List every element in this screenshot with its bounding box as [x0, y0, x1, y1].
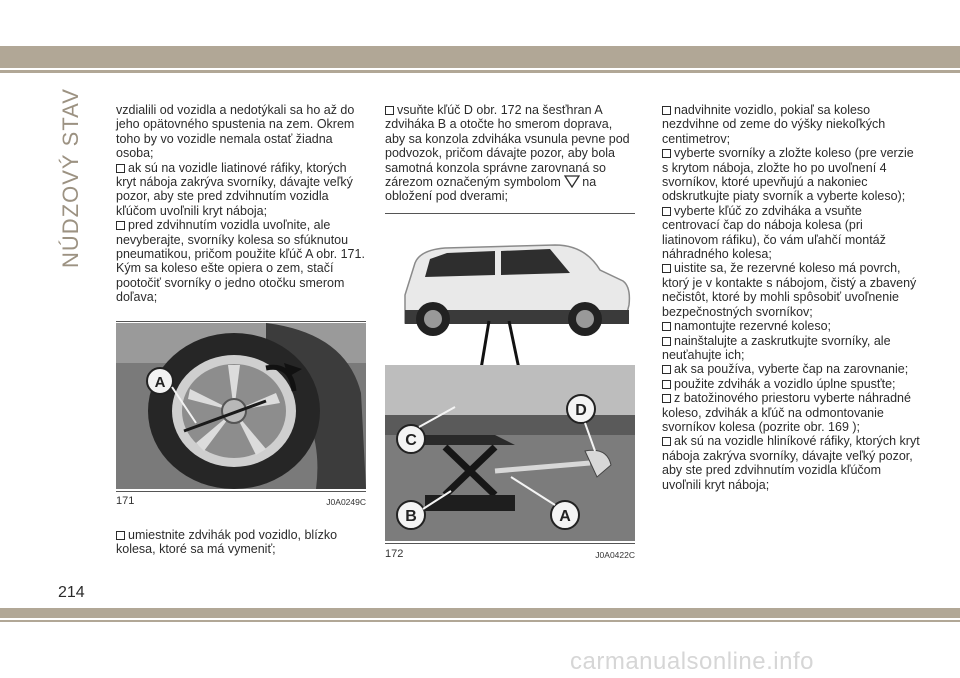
checkbox-icon — [662, 322, 671, 331]
callout-a: A — [154, 374, 166, 391]
checkbox-icon — [662, 394, 671, 403]
checkbox-icon — [662, 264, 671, 273]
list-item: ak sa používa, vyberte čap na zarovnanie; — [662, 362, 920, 376]
list-item: namontujte rezervné koleso; — [662, 319, 920, 333]
figure-172 — [385, 213, 635, 563]
checkbox-icon — [662, 149, 671, 158]
figure-code: J0A0249C — [326, 497, 366, 507]
column-1 — [116, 103, 366, 305]
footer-bar — [0, 608, 960, 618]
list-item: uistite sa, že rezervné koleso má povrch, ktorý je v kontakte s nábojom, čistý a zbavený nečistôt, ktoré by mohli spôsobiť uvoľnenie bezpečnostných svorníkov; — [662, 261, 917, 319]
list-item: vyberte kľúč zo zdviháka a vsuňte centrovací čap do náboja kolesa (pri liatinovom ráfiku), čo vám uľahčí montáž náhradného kolesa; — [662, 203, 886, 262]
section-label: NÚDZOVÝ STAV — [58, 88, 83, 268]
callout-b: B — [405, 508, 417, 525]
list-item: vsuňte kľúč D obr. 172 na šesťhran A zdviháka B a otočte ho smerom doprava, aby sa konzola zdviháka vsunula pevne pod podvozok, pričom dávajte pozor, aby bola samotná konzola správne zarovnaná so zárezom označeným symbolom na obložení pod dverami; — [385, 103, 630, 204]
checkbox-icon — [385, 106, 394, 115]
list-item: ak sú na vozidle liatinové ráfiky, ktorých kryt náboja zakrýva svorníky, dávajte veľký pozor, aby ste pred zdvihnutím vozidla kľúčom uvoľnili kryt náboja; — [116, 160, 353, 218]
list-item: nadvihnite vozidlo, pokiaľ sa koleso nezdvihne od zeme do výšky niekoľkých centimetrov; — [662, 103, 886, 146]
column-3 — [662, 103, 920, 492]
checkbox-icon — [116, 531, 125, 540]
watermark: carmanualsonline.info — [570, 648, 814, 675]
list-item: umiestnite zdvihák pod vozidlo, blízko kolesa, ktoré sa má vymeniť; — [116, 528, 338, 557]
checkbox-icon — [662, 437, 671, 446]
figure-number: 172 — [385, 548, 404, 560]
checkbox-icon — [662, 365, 671, 374]
list-item: použite zdvihák a vozidlo úplne spusťte; — [662, 377, 920, 391]
column-1-intro: vzdialili od vozidla a nedotýkali sa ho až do jeho opätovného spustenia na zem. Okrem toho by vo vozidle nemala ostať žiadna osoba; — [116, 103, 355, 161]
header-bar — [0, 46, 960, 68]
figure-number: 171 — [116, 495, 135, 507]
checkbox-icon — [662, 106, 671, 115]
checkbox-icon — [662, 207, 671, 216]
list-item: pred zdvihnutím vozidla uvoľnite, ale nevyberajte, svorníky kolesa so sfúknutou pneumatikou, pričom použite kľúč A obr. 171. Kým sa koleso ešte opiera o zem, stačí pootočiť svorníky o jedno otočku smerom doľava; — [116, 218, 365, 305]
list-item: nainštalujte a zaskrutkujte svorníky, ale neuťahujte ich; — [662, 333, 891, 362]
checkbox-icon — [662, 380, 671, 389]
callout-c: C — [405, 432, 417, 449]
callout-a: A — [559, 508, 571, 525]
header-rule — [0, 70, 960, 73]
checkbox-icon — [116, 164, 125, 173]
alignment-triangle-icon — [564, 175, 580, 188]
figure-171 — [116, 321, 366, 511]
footer-rule — [0, 620, 960, 622]
list-item: ak sú na vozidle hliníkové ráfiky, ktorých kryt náboja zakrýva svorníky, dávajte veľký pozor, aby ste pred zdvihnutím vozidla kľúčom uvoľnili kryt náboja; — [662, 434, 920, 492]
wheel-photo — [116, 323, 366, 489]
callout-d: D — [575, 402, 587, 419]
list-item: vyberte svorníky a zložte koleso (pre verzie s krytom náboja, zložte ho po uvoľnení 4 svorníkov, ktoré upevňujú a nakoniec odskrutkujte piaty svorník a vyberte koleso); — [662, 146, 914, 204]
checkbox-icon — [662, 337, 671, 346]
figure-code: J0A0422C — [595, 550, 635, 560]
list-item: z batožinového priestoru vyberte náhradné koleso, zdvihák a kľúč na odmontovanie svorníkov kolesa (pozrite obr. 169 ); — [662, 391, 911, 434]
column-2 — [385, 103, 635, 204]
jack-photo — [385, 215, 635, 541]
checkbox-icon — [116, 221, 125, 230]
header-band — [0, 0, 960, 46]
page-number: 214 — [58, 584, 85, 601]
